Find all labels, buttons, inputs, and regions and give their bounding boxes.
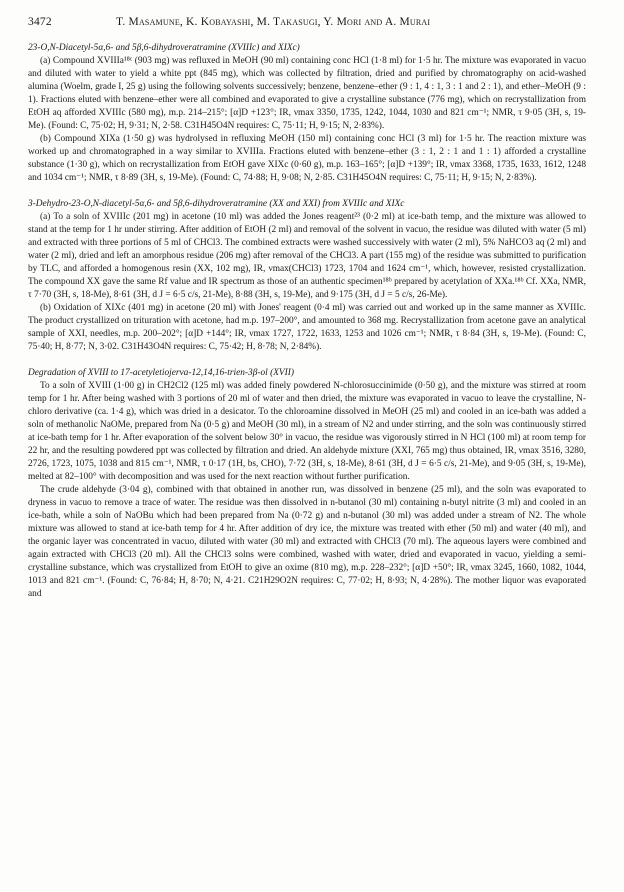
paragraph: The crude aldehyde (3·04 g), combined with that obtained in another run, was dissolved in benzene (25 ml), and the soln was evaporated to dryness in vacuo to remove a trace of water. The residue was then dissolved in n-butanol (30 ml) containing n-butyl nitrite (3 ml) and cooled in an ice-bath, while a soln of NaOBu which had been prepared from Na (0·72 g) and n-butanol (30 ml) was added under a stream of N2. The whole mixture was allowed to stand at ice-bath temp for 4 hr. After addition of dry ice, the mixture was treated with ether (50 ml) and water (40 ml), and the organic layer was concentrated in vacuo, diluted with water (30 ml) and extracted with CHCl3 (70 ml). The aqueous layers were combined and again extracted with CHCl3 (20 ml). All the CHCl3 solns were combined, washed with water, dried and evaporated in vacuo, yielding a semi-crystalline substance, which was crystallized from EtOH to give an oxime (810 mg), m.p. 228–232°; [α]D +50°; IR, νmax 3245, 1660, 1082, 1044, 1013 and 821 cm⁻¹. (Found: C, 76·84; H, 8·70; N, 4·21. C21H29O2N requires: C, 77·02; H, 8·93; N, 4·28%). The mother liquor was evaporated and [28,485,586,599]
paragraph: (b) Oxidation of XIXc (401 mg) in acetone (20 ml) with Jones' reagent (0·4 ml) was carried out and worked up in the same manner as XVIIIc. The product crystallized on trituration with acetone, had m.p. 197–200°, and amounted to 368 mg. Recrystallization from acetone gave an analytical sample of XXI, needles, m.p. 200–202°; [α]D +144°; IR, νmax 1727, 1722, 1633, 1253 and 1026 cm⁻¹; NMR, τ 8·84 (3H, s, 19-Me). (Found: C, 75·40; H, 8·77; N, 3·02. C31H43O4N requires: C, 75·42; H, 8·78; N, 2·84%). [28,303,586,352]
page-number: 3472 [28,16,52,28]
paragraph: To a soln of XVIII (1·00 g) in CH2Cl2 (125 ml) was added finely powdered N-chlorosuccinimide (0·50 g), and the mixture was stirred at room temp for 1 hr. After being washed with 3 portions of 20 ml of water and then dried, the mixture was evaporated in vacuo to leave the crystalline, N-chloro derivative (ca. 1·4 g), which was dried in a desicator. To the chloroamine dissolved in MeOH (25 ml) and cooled in an ice-bath was added a soln of methanolic NaOMe, prepared from Na (0·5 g) and MeOH (30 ml), in a stream of N2 and under stirring, and the soln was continuously stirred at ice-bath temp for 1 hr. After evaporation of the solvent below 30° in vacuo, the residue was vigorously stirred in N HCl (100 ml) at room temp for 22 hr, and the resulting powdered ppt was collected by filtration and dried. An aldehyde mixture (XXI, 765 mg) thus obtained, IR, νmax 3516, 3280, 2726, 1723, 1075, 1038 and 815 cm⁻¹, NMR, τ 0·17 (1H, bs, CHO), 7·72 (3H, s, 18-Me), 8·61 (3H, d J = 6·5 c/s, 21-Me), and 9·05 (3H, s, 19-Me), melted at 82–100° with decomposition and was used for the next reaction without further purification. [28,381,586,482]
section-heading: 3-Dehydro-23-O,N-diacetyl-5α,6- and 5β,6-dihydroveratramine (XX and XXI) from XVIIIc and XIXc [28,199,405,209]
paragraph: (b) Compound XIXa (1·50 g) was hydrolysed in refluxing MeOH (150 ml) containing conc HCl (3 ml) for 1·5 hr. The reaction mixture was worked up and chromatographed in a way similar to XVIIIa. Fractions eluted with benzene–ether (3 : 1, 2 : 1 and 1 : 1) afforded a crystalline substance (1·30 g), which on recrystallization from EtOH gave XIXc (0·60 g), m.p. 163–165°; [α]D +139°; IR, νmax 3368, 1735, 1633, 1612, 1248 and 1034 cm⁻¹; NMR, τ 8·89 (3H, s, 19-Me). (Found: C, 74·88; H, 9·08; N, 2·85. C31H45O4N requires: C, 75·11; H, 9·15; N, 2·83%). [28,134,586,183]
section-heading: 23-O,N-Diacetyl-5α,6- and 5β,6-dihydroveratramine (XVIIIc) and XIXc) [28,43,300,53]
running-head [28,10,586,42]
paragraph: (a) To a soln of XVIIIc (201 mg) in acetone (10 ml) was added the Jones reagent²³ (0·2 ml) at ice-bath temp, and the mixture was allowed to stand at the temp for 1 hr under stirring. After addition of EtOH (2 ml) and removal of the solvent in vacuo, the residue was diluted with water (5 ml) and extracted with three portions of 5 ml of CHCl3. The combined extracts were washed successively with water (2 ml), 5% NaHCO3 aq (2 ml) and water (2 ml), dried and left an amorphous residue (206 mg) after removal of the CHCl3. A part (155 mg) of the residue was submitted to purification by TLC, and afforded a homogenous resin (XX, 102 mg), IR, νmax(CHCl3) 1723, 1704 and 1624 cm⁻¹, which, however, resisted crystallization. The compound XX gave the same Rf value and IR spectrum as those of an authentic specimen¹⁸ᵇ prepared by acetylation of XXa.¹⁸ᵇ Cf. XXa, NMR, τ 7·70 (3H, s, 18-Me), 8·61 (3H, d J = 6·5 c/s, 21-Me), 8·88 (3H, s, 19-Me), and 9·175 (3H, d J = 5 c/s, 26-Me). [28,212,586,300]
section-heading: Degradation of XVIII to 17-acetyletiojerva-12,14,16-trien-3β-ol (XVII) [28,368,294,378]
article-body [28,42,586,601]
paragraph: (a) Compound XVIIIa¹⁸ᶜ (903 mg) was refluxed in MeOH (90 ml) containing conc HCl (1·8 ml) for 1·5 hr. The mixture was evaporated in vacuo and diluted with water to yield a white ppt (845 mg), which was collected by filtration, dried and purified by chromatography on acid-washed alumina (Woelm, grade I, 25 g) using the following solvents successively; benzene, benzene–ether (9 : 1, 4 : 1, 3 : 1 and 2 : 1), and ether–MeOH (9 : 1). Fractions eluted with benzene–ether were all combined and evaporated to give a crystalline substance (776 mg), which on recrystallization from EtOH aq afforded XVIIIc (580 mg), m.p. 214–215°; [α]D +123°; IR, νmax 3350, 1735, 1242, 1044, 1030 and 821 cm⁻¹; NMR, τ 9·05 (3H, s, 19-Me). (Found: C, 75·02; H, 9·31; N, 2·58. C31H45O4N requires: C, 75·11; H, 9·15; N, 2·83%). [28,56,586,131]
running-head-authors: T. Masamune, K. Kobayashi, M. Takasugi, Y. Mori and A. Murai [116,16,431,28]
